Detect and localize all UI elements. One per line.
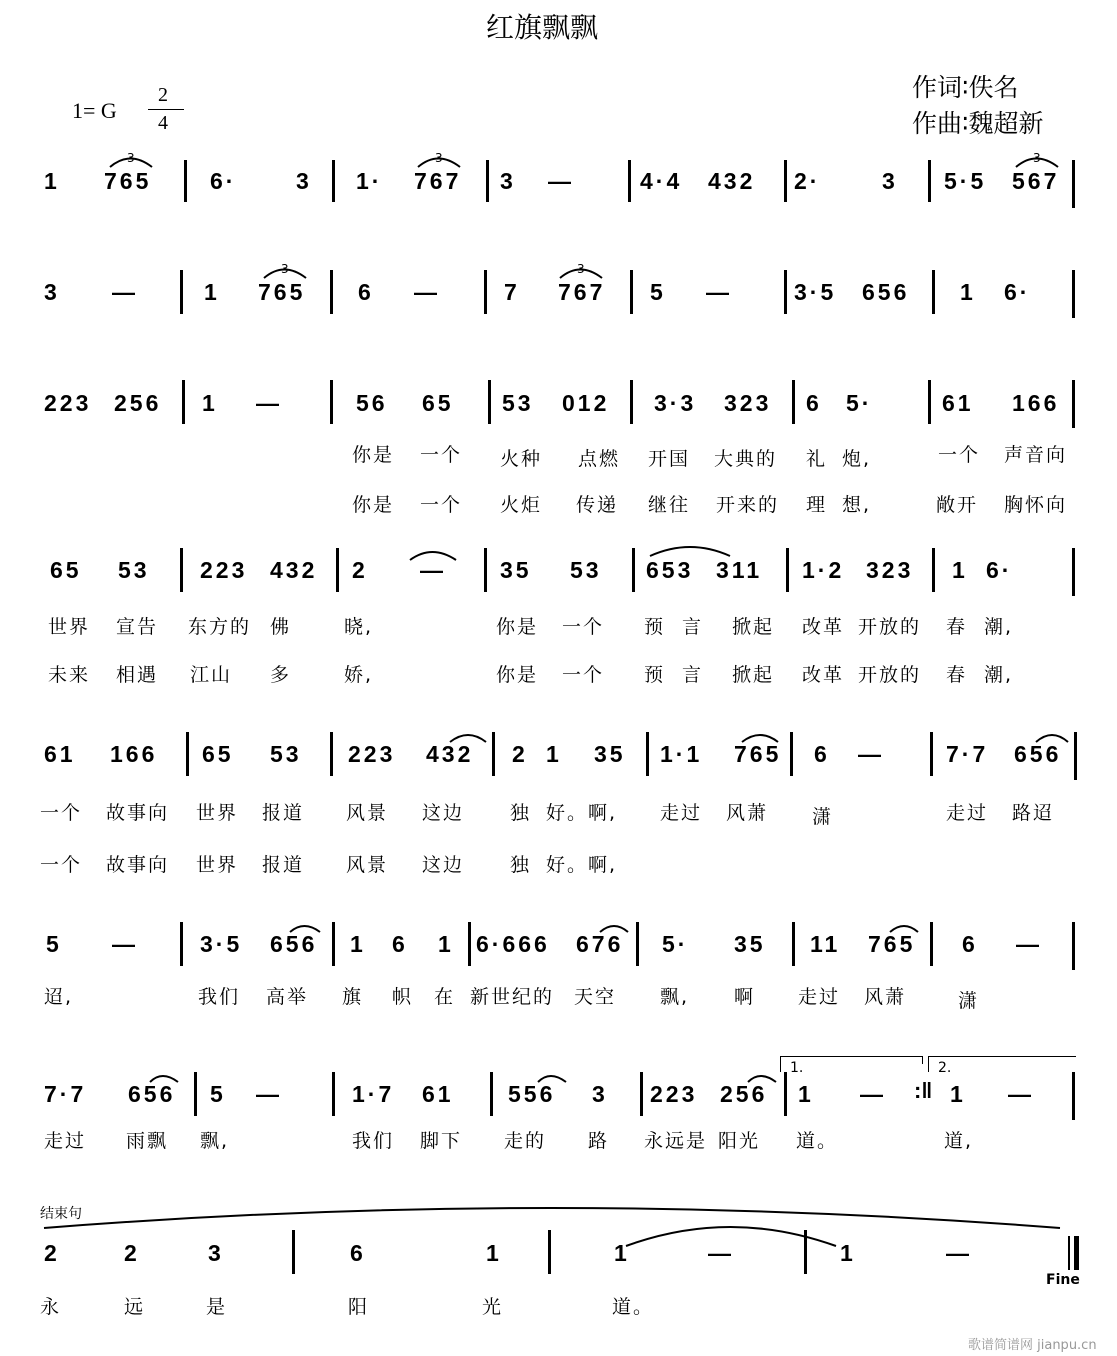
lyric: 这边 bbox=[422, 854, 465, 876]
lyric: 报道 bbox=[262, 802, 305, 824]
note-group: 1 bbox=[546, 741, 562, 767]
lyric: 胸怀向 bbox=[1004, 494, 1068, 516]
bar-line bbox=[490, 1072, 493, 1116]
volta-1-label: 1. bbox=[790, 1060, 804, 1076]
note-group: 765 bbox=[258, 279, 306, 305]
lyric: 帜 bbox=[392, 986, 414, 1008]
note-group: — bbox=[548, 168, 574, 194]
note-group: — bbox=[946, 1240, 972, 1266]
lyric: 风景 bbox=[346, 802, 389, 824]
note-group: 1 bbox=[840, 1240, 856, 1266]
lyric: 世界 bbox=[48, 616, 91, 638]
bar-line bbox=[336, 548, 339, 592]
lyric: 佛 bbox=[270, 616, 292, 638]
note-group: 35 bbox=[500, 557, 532, 583]
lyric: 我们 bbox=[198, 986, 241, 1008]
bar-line bbox=[330, 732, 333, 776]
bar-line bbox=[790, 732, 793, 776]
bar-line bbox=[292, 1230, 295, 1274]
lyric: 开国 bbox=[648, 448, 691, 470]
lyric: 未来 bbox=[48, 664, 91, 686]
bar-line bbox=[548, 1230, 551, 1274]
lyric: 想, bbox=[842, 494, 872, 516]
lyric: 江山 bbox=[190, 664, 233, 686]
bar-line bbox=[928, 160, 931, 202]
note-group: 3 bbox=[296, 168, 312, 194]
lyric: 独 bbox=[510, 854, 532, 876]
lyric: 开来的 bbox=[716, 494, 780, 516]
bar-line bbox=[1074, 732, 1077, 780]
lyric: 阳 bbox=[348, 1296, 370, 1318]
lyric: 道。 bbox=[796, 1130, 839, 1152]
watermark: 歌谱简谱网 jianpu.cn bbox=[968, 1338, 1097, 1353]
bar-line bbox=[630, 270, 633, 314]
note-group: 3 bbox=[208, 1240, 224, 1266]
note-group: — bbox=[112, 931, 138, 957]
bar-line bbox=[784, 1072, 787, 1116]
lyric: 好。啊, bbox=[546, 854, 618, 876]
lyric: 火种 bbox=[500, 448, 543, 470]
final-bar-thin bbox=[1068, 1236, 1070, 1270]
note-group: 1 bbox=[350, 931, 366, 957]
note-group: 5 bbox=[650, 279, 666, 305]
volta-bracket-2 bbox=[928, 1056, 1076, 1057]
note-group: 1 bbox=[952, 557, 968, 583]
lyric: 走过 bbox=[946, 802, 989, 824]
note-group: 1 bbox=[202, 390, 218, 416]
lyric: 春 bbox=[946, 616, 968, 638]
note-group: 1·2 bbox=[802, 557, 845, 583]
note-group: 2 bbox=[124, 1240, 140, 1266]
note-group: 53 bbox=[118, 557, 150, 583]
svg-text:3: 3 bbox=[577, 262, 585, 276]
note-group: 166 bbox=[1012, 390, 1060, 416]
note-group: 656 bbox=[862, 279, 910, 305]
lyric: 你是 bbox=[352, 444, 395, 466]
lyric: 大典的 bbox=[714, 448, 778, 470]
lyric: 啊 bbox=[734, 986, 756, 1008]
lyric: 炮, bbox=[842, 448, 872, 470]
final-bar-thick bbox=[1074, 1236, 1079, 1270]
note-group: — bbox=[708, 1240, 734, 1266]
lyric: 迢, bbox=[44, 986, 74, 1008]
bar-line bbox=[486, 160, 489, 202]
bar-line bbox=[1072, 922, 1075, 970]
note-group: 6· bbox=[210, 168, 237, 194]
note-group: 3·3 bbox=[654, 390, 697, 416]
note-group: — bbox=[112, 279, 138, 305]
note-group: 1 bbox=[204, 279, 220, 305]
svg-text:3: 3 bbox=[281, 262, 289, 276]
bar-line bbox=[792, 922, 795, 966]
bar-line bbox=[640, 1072, 643, 1116]
bar-line bbox=[784, 160, 787, 202]
note-group: 65 bbox=[202, 741, 234, 767]
note-group: 1·1 bbox=[660, 741, 703, 767]
volta-bracket-1 bbox=[780, 1056, 922, 1057]
note-group: 323 bbox=[724, 390, 772, 416]
note-group: 3 bbox=[592, 1081, 608, 1107]
note-group: 432 bbox=[426, 741, 474, 767]
lyric: 掀起 bbox=[732, 616, 775, 638]
lyric: 一个 bbox=[938, 444, 981, 466]
note-group: 765 bbox=[104, 168, 152, 194]
lyric: 飘, bbox=[660, 986, 690, 1008]
note-group: 7·7 bbox=[946, 741, 989, 767]
lyric: 是 bbox=[206, 1296, 228, 1318]
note-group: 5· bbox=[662, 931, 689, 957]
note-group: 56 bbox=[356, 390, 388, 416]
bar-line bbox=[932, 548, 935, 592]
note-group: 012 bbox=[562, 390, 610, 416]
note-group: 5· bbox=[846, 390, 873, 416]
note-group: 656 bbox=[270, 931, 318, 957]
lyric: 火炬 bbox=[500, 494, 543, 516]
note-group: 1 bbox=[960, 279, 976, 305]
note-group: — bbox=[1016, 931, 1042, 957]
time-signature-bottom: 4 bbox=[158, 112, 168, 134]
note-group: 61 bbox=[942, 390, 974, 416]
note-group: — bbox=[256, 1081, 282, 1107]
lyric: 道。 bbox=[612, 1296, 655, 1318]
note-group: 53 bbox=[570, 557, 602, 583]
bar-line bbox=[784, 270, 787, 314]
lyric: 东方的 bbox=[188, 616, 252, 638]
lyric: 永 bbox=[40, 1296, 62, 1318]
lyric: 世界 bbox=[196, 854, 239, 876]
note-group: 6 bbox=[806, 390, 822, 416]
svg-text:3: 3 bbox=[435, 151, 443, 165]
lyric: 多 bbox=[270, 664, 292, 686]
note-group: 765 bbox=[734, 741, 782, 767]
bar-line bbox=[330, 380, 333, 424]
note-group: — bbox=[706, 279, 732, 305]
note-group: 223 bbox=[200, 557, 248, 583]
note-group: 767 bbox=[414, 168, 462, 194]
bar-line bbox=[184, 160, 187, 202]
note-group: — bbox=[1008, 1081, 1034, 1107]
note-group: 53 bbox=[270, 741, 302, 767]
lyric: 走的 bbox=[504, 1130, 547, 1152]
note-group: 3 bbox=[882, 168, 898, 194]
bar-line bbox=[636, 922, 639, 966]
lyric: 好。啊, bbox=[546, 802, 618, 824]
note-group: 256 bbox=[720, 1081, 768, 1107]
note-group: 3 bbox=[500, 168, 516, 194]
note-group: 311 bbox=[716, 557, 763, 583]
note-group: 656 bbox=[128, 1081, 176, 1107]
note-group: 53 bbox=[502, 390, 534, 416]
note-group: 2 bbox=[44, 1240, 60, 1266]
note-group: 767 bbox=[558, 279, 606, 305]
lyric: 在 bbox=[434, 986, 456, 1008]
note-group: 567 bbox=[1012, 168, 1060, 194]
lyric: 这边 bbox=[422, 802, 465, 824]
lyricist: 作词∶佚名 bbox=[912, 73, 1019, 102]
lyric: 飘, bbox=[200, 1130, 230, 1152]
lyric: 雨飘 bbox=[126, 1130, 169, 1152]
lyric: 风萧 bbox=[864, 986, 907, 1008]
lyric: 道, bbox=[944, 1130, 974, 1152]
bar-line bbox=[930, 922, 933, 966]
note-group: 3·5 bbox=[794, 279, 837, 305]
volta-bracket-2-left bbox=[928, 1056, 929, 1072]
svg-text:3: 3 bbox=[127, 151, 135, 165]
time-signature-top: 2 bbox=[158, 84, 168, 106]
lyric: 潮, bbox=[984, 616, 1014, 638]
lyric: 路迢 bbox=[1012, 802, 1055, 824]
note-group: 223 bbox=[44, 390, 92, 416]
note-group: 5 bbox=[210, 1081, 226, 1107]
lyric: 你是 bbox=[352, 494, 395, 516]
note-group: 676 bbox=[576, 931, 624, 957]
bar-line bbox=[180, 922, 183, 966]
note-group: 6 bbox=[350, 1240, 366, 1266]
lyric: 高举 bbox=[266, 986, 309, 1008]
bar-line bbox=[932, 270, 935, 314]
coda-label: 结束句 bbox=[40, 1206, 82, 1222]
note-group: 61 bbox=[422, 1081, 454, 1107]
bar-line bbox=[1072, 1072, 1075, 1120]
lyric: 你是 bbox=[496, 664, 539, 686]
bar-line bbox=[182, 380, 185, 424]
note-group: 256 bbox=[114, 390, 162, 416]
bar-line bbox=[492, 732, 495, 776]
lyric: 开放的 bbox=[858, 616, 922, 638]
bar-line bbox=[630, 380, 633, 424]
note-group: 2· bbox=[794, 168, 821, 194]
lyric: 传递 bbox=[576, 494, 619, 516]
bar-line bbox=[332, 922, 335, 966]
lyric: 新世纪的 bbox=[470, 986, 555, 1008]
bar-line bbox=[928, 380, 931, 424]
note-group: 765 bbox=[868, 931, 916, 957]
lyric: 理 bbox=[806, 494, 828, 516]
lyric: 独 bbox=[510, 802, 532, 824]
bar-line bbox=[804, 1230, 807, 1274]
note-group: — bbox=[256, 390, 282, 416]
volta-bracket-1-right bbox=[922, 1056, 923, 1064]
lyric: 远 bbox=[124, 1296, 146, 1318]
lyric: 走过 bbox=[44, 1130, 87, 1152]
lyric: 声音向 bbox=[1004, 444, 1068, 466]
lyric: 故事向 bbox=[106, 854, 170, 876]
note-group: 1 bbox=[798, 1081, 814, 1107]
lyric: 我们 bbox=[352, 1130, 395, 1152]
lyric: 潮, bbox=[984, 664, 1014, 686]
note-group: 6 bbox=[962, 931, 978, 957]
note-group: — bbox=[860, 1081, 886, 1107]
note-group: 1 bbox=[486, 1240, 502, 1266]
lyric: 世界 bbox=[196, 802, 239, 824]
note-group: — bbox=[858, 741, 884, 767]
lyric: 预 bbox=[644, 616, 666, 638]
note-group: 432 bbox=[270, 557, 318, 583]
bar-line bbox=[1072, 548, 1075, 596]
bar-line bbox=[786, 548, 789, 592]
song-title: 红旗飘飘 bbox=[486, 11, 599, 44]
note-group: 556 bbox=[508, 1081, 556, 1107]
note-group: 35 bbox=[734, 931, 766, 957]
note-group: 653 bbox=[646, 557, 694, 583]
lyric: 旗 bbox=[342, 986, 364, 1008]
note-group: 3·5 bbox=[200, 931, 243, 957]
note-group: 65 bbox=[50, 557, 82, 583]
lyric: 一个 bbox=[420, 494, 463, 516]
lyric: 礼 bbox=[806, 448, 828, 470]
note-group: 2 bbox=[512, 741, 528, 767]
lyric: 潇 bbox=[958, 990, 980, 1012]
bar-line bbox=[186, 732, 189, 776]
note-group: 166 bbox=[110, 741, 158, 767]
lyric: 继往 bbox=[648, 494, 691, 516]
bar-line bbox=[332, 160, 335, 202]
lyric: 改革 bbox=[802, 616, 845, 638]
lyric: 你是 bbox=[496, 616, 539, 638]
lyric: 点燃 bbox=[578, 448, 621, 470]
bar-line bbox=[488, 380, 491, 424]
note-group: 61 bbox=[44, 741, 76, 767]
note-group: — bbox=[420, 557, 446, 583]
lyric: 风萧 bbox=[726, 802, 769, 824]
note-group: 6·666 bbox=[476, 931, 550, 957]
lyric: 改革 bbox=[802, 664, 845, 686]
bar-line bbox=[628, 160, 631, 202]
note-group: — bbox=[414, 279, 440, 305]
note-group: 223 bbox=[348, 741, 396, 767]
bar-line bbox=[646, 732, 649, 776]
note-group: 223 bbox=[650, 1081, 698, 1107]
lyric: 开放的 bbox=[858, 664, 922, 686]
lyric: 一个 bbox=[40, 802, 83, 824]
note-group: 65 bbox=[422, 390, 454, 416]
note-group: 1 bbox=[44, 168, 60, 194]
lyric: 敞开 bbox=[936, 494, 979, 516]
lyric: 天空 bbox=[574, 986, 617, 1008]
note-group: 35 bbox=[594, 741, 626, 767]
note-group: 2 bbox=[352, 557, 368, 583]
svg-text:3: 3 bbox=[1033, 151, 1041, 165]
note-group: 656 bbox=[1014, 741, 1062, 767]
note-group: 4·4 bbox=[640, 168, 683, 194]
bar-line bbox=[930, 732, 933, 776]
lyric: 一个 bbox=[562, 664, 605, 686]
lyric: 报道 bbox=[262, 854, 305, 876]
note-group: 1 bbox=[950, 1081, 966, 1107]
lyric: 路 bbox=[588, 1130, 610, 1152]
bar-line bbox=[484, 270, 487, 314]
lyric: 宣告 bbox=[116, 616, 159, 638]
lyric: 晓, bbox=[344, 616, 374, 638]
lyric: 相遇 bbox=[116, 664, 159, 686]
lyric: 脚下 bbox=[420, 1130, 463, 1152]
lyric: 光 bbox=[482, 1296, 504, 1318]
lyric: 一个 bbox=[40, 854, 83, 876]
lyric: 走过 bbox=[660, 802, 703, 824]
lyric: 言 bbox=[682, 616, 704, 638]
note-group: 1 bbox=[438, 931, 454, 957]
composer: 作曲∶魏超新 bbox=[912, 109, 1044, 138]
bar-line bbox=[632, 548, 635, 592]
note-group: 11 bbox=[810, 931, 841, 957]
key-signature: 1= G bbox=[72, 98, 117, 123]
volta-bracket-1-left bbox=[780, 1056, 781, 1072]
fine-marking: Fine bbox=[1046, 1272, 1080, 1288]
note-group: 432 bbox=[708, 168, 756, 194]
note-group: 7 bbox=[504, 279, 520, 305]
note-group: 5 bbox=[46, 931, 62, 957]
lyric: 一个 bbox=[562, 616, 605, 638]
lyric: 潇 bbox=[812, 806, 834, 828]
note-group: 6· bbox=[1004, 279, 1031, 305]
bar-line bbox=[1072, 270, 1075, 318]
bar-line bbox=[792, 380, 795, 424]
bar-line bbox=[180, 270, 183, 314]
lyric: 故事向 bbox=[106, 802, 170, 824]
lyric: 预 bbox=[644, 664, 666, 686]
lyric: 走过 bbox=[798, 986, 841, 1008]
lyric: 掀起 bbox=[732, 664, 775, 686]
lyric: 阳光 bbox=[718, 1130, 761, 1152]
note-group: 1· bbox=[356, 168, 383, 194]
note-group: 323 bbox=[866, 557, 914, 583]
lyric: 永远是 bbox=[644, 1130, 708, 1152]
lyric: 言 bbox=[682, 664, 704, 686]
bar-line bbox=[1072, 380, 1075, 428]
note-group: 3 bbox=[44, 279, 60, 305]
volta-2-label: 2. bbox=[938, 1060, 952, 1076]
bar-line bbox=[194, 1072, 197, 1116]
bar-line bbox=[1072, 160, 1075, 208]
note-group: 6 bbox=[814, 741, 830, 767]
lyric: 一个 bbox=[420, 444, 463, 466]
note-group: 5·5 bbox=[944, 168, 987, 194]
note-group: 1 bbox=[614, 1240, 630, 1266]
repeat-sign: :‖ bbox=[914, 1078, 933, 1103]
bar-line bbox=[330, 270, 333, 314]
bar-line bbox=[180, 548, 183, 592]
bar-line bbox=[468, 922, 471, 966]
lyric: 风景 bbox=[346, 854, 389, 876]
bar-line bbox=[484, 548, 487, 592]
note-group: 6· bbox=[986, 557, 1013, 583]
note-group: 1·7 bbox=[352, 1081, 395, 1107]
note-group: 6 bbox=[358, 279, 374, 305]
lyric: 娇, bbox=[344, 664, 374, 686]
bar-line bbox=[332, 1072, 335, 1116]
lyric: 春 bbox=[946, 664, 968, 686]
note-group: 7·7 bbox=[44, 1081, 87, 1107]
note-group: 6 bbox=[392, 931, 408, 957]
